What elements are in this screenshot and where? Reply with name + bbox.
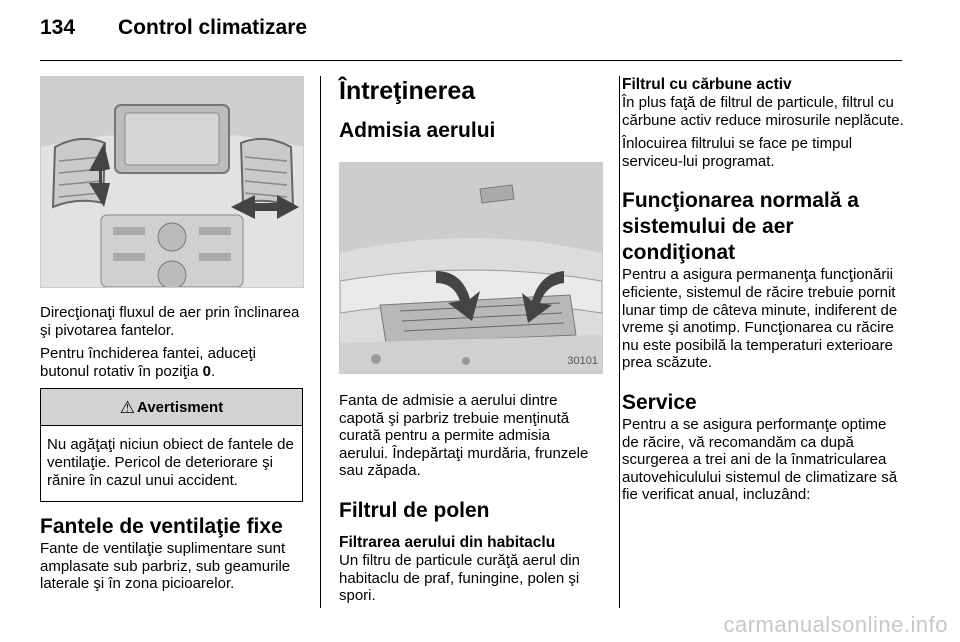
paragraph: Pentru a asigura permanenţa funcţionării eficiente, sistemul de răcire trebuie pornit lunar timp de câteva minute, indiferent de vreme şi anotimp. Funcţionarea cu răcire nu este posibilă la temperaturi exterioare prea scăzute.: [622, 266, 898, 372]
paragraph: Pentru închiderea fantei, aduceţi butonul rotativ în poziţia 0.: [40, 345, 256, 380]
warning-header: [41, 389, 302, 426]
page-number: 134: [40, 16, 76, 39]
paragraph: Direcţionaţi fluxul de aer prin înclinarea şi pivotarea fantelor.: [40, 304, 300, 339]
warning-title: Avertisment: [137, 398, 224, 416]
air-intake-image: [339, 162, 603, 374]
paragraph: În plus faţă de filtrul de particule, filtrul cu cărbune activ reduce mirosurile neplăcute.: [622, 94, 904, 129]
watermark: carmanualsonline.info: [723, 612, 948, 637]
subsection-heading: Filtrarea aerului din habitaclu: [339, 533, 556, 551]
paragraph: Fante de ventilaţie suplimentare sunt amplasate sub parbriz, sub geamurile laterale şi în zona picioarelor.: [40, 540, 291, 593]
warning-box: [40, 388, 303, 502]
section-heading: Filtrul de polen: [339, 498, 490, 522]
header-rule: [40, 60, 902, 61]
section-heading: Service: [622, 390, 697, 414]
column-3: [622, 76, 906, 510]
paragraph: Fanta de admisie a aerului dintre capotă şi parbriz trebuie menţinută curată pentru a permite admisia aerului. Îndepărtaţi murdăria, frunzele sau zăpada.: [339, 392, 589, 480]
column-1: [40, 76, 303, 599]
warning-text: Nu agăţaţi niciun obiect de fantele de ventilaţie. Pericol de deteriorare şi rănire în cazul unui accident.: [47, 436, 294, 489]
column-divider: [320, 76, 321, 608]
paragraph: Pentru a se asigura performanţe optime de răcire, vă recomandăm ca după scurgerea a trei ani de la înmatricularea autovehiculului sistemul de climatizare să fie verificat anual, incluzând:: [622, 415, 898, 504]
warning-triangle-icon: ⚠: [119, 397, 136, 417]
chapter-heading: Întreţinerea: [339, 77, 476, 105]
column-2: [339, 76, 602, 611]
page-title: Control climatizare: [118, 16, 308, 39]
paragraph: Un filtru de particule curăţă aerul din habitaclu de praf, funingine, polen şi spori.: [339, 551, 580, 605]
section-heading: Fantele de ventilaţie fixe: [40, 515, 283, 539]
air-vents-image: [40, 76, 304, 288]
column-divider: [619, 76, 620, 608]
section-heading: Admisia aerului: [339, 119, 496, 142]
image-code: 30101: [567, 355, 598, 368]
paragraph: Înlocuirea filtrului se face pe timpul serviceu-lui programat.: [622, 135, 853, 170]
subsection-heading: Filtrul cu cărbune activ: [622, 76, 792, 93]
section-heading: Funcţionarea normală a sistemului de aer condiţionat: [622, 189, 859, 265]
